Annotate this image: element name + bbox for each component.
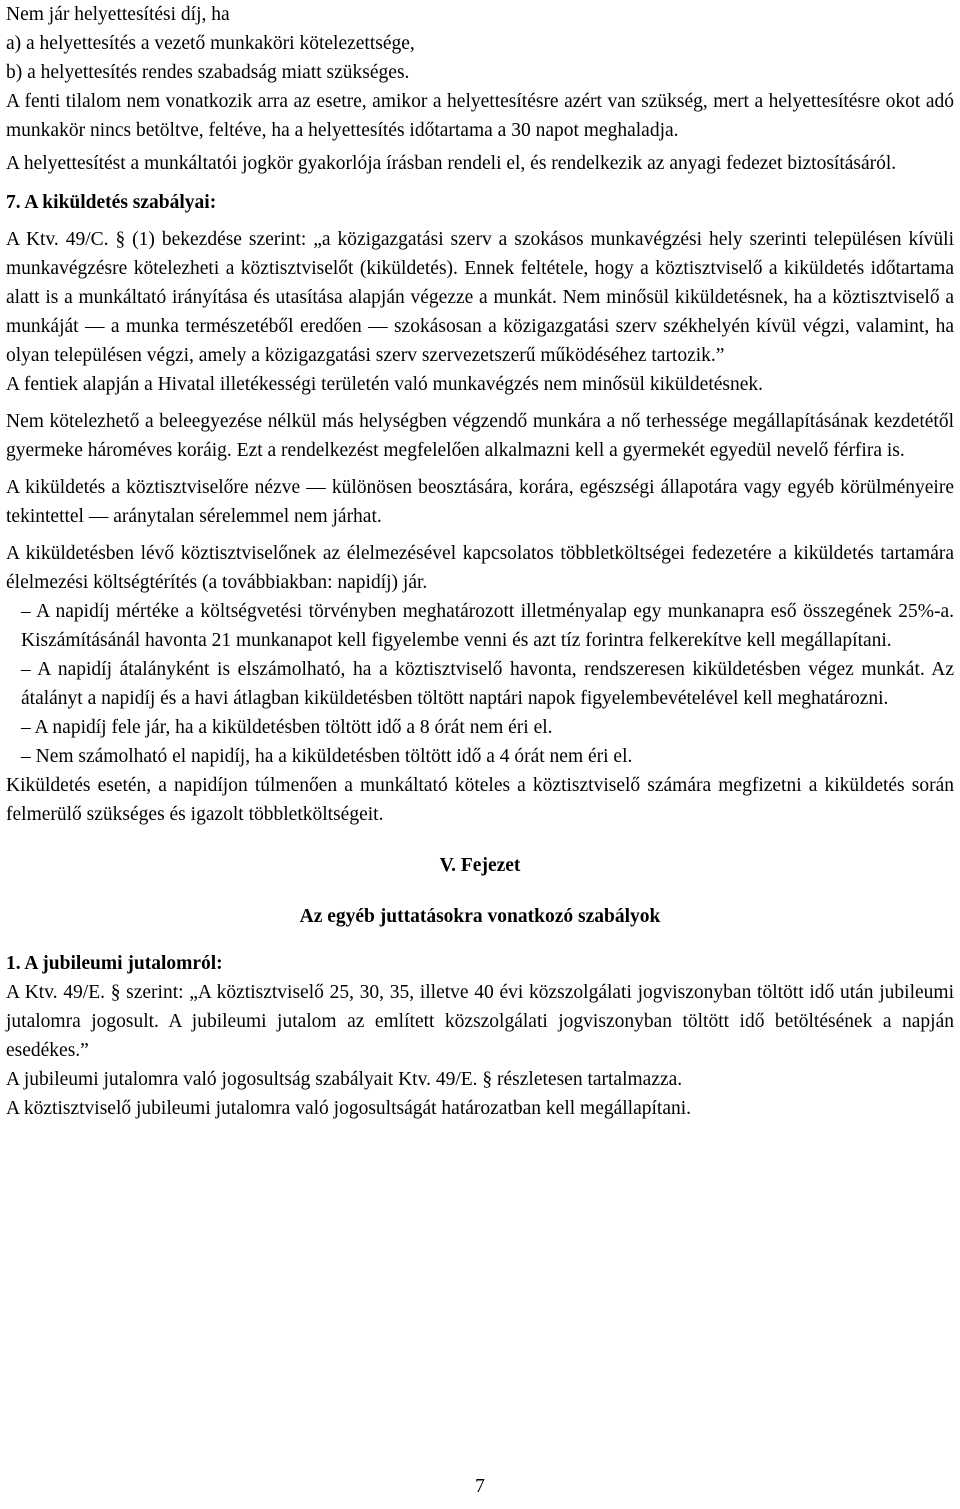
section-7-paragraph-4: A kiküldetés a köztisztviselőre nézve — különösen beosztására, korára, egészségi állapotára vagy egyéb körülményeire tekintettel — aránytalan sérelemmel nem járhat.	[6, 477, 954, 527]
intro-line-1: Nem jár helyettesítési díj, ha	[6, 4, 230, 25]
section-7-paragraph-3: Nem kötelezhető a beleegyezése nélkül más helységben végzendő munkára a nő terhessége megállapításának kezdetétől gyermeke hároméves koráig. Ezt a rendelkezést megfelelően alkalmazni kell a gyermekét egyedül nevelő férfira is.	[6, 411, 954, 461]
page-number: 7	[475, 1476, 485, 1497]
intro-exception-paragraph: A fenti tilalom nem vonatkozik arra az esetre, amikor a helyettesítésre azért van szükség, mert a helyettesítésre okot adó munkakör nincs betöltve, feltéve, ha a helyettesítés időtartama a 30 napot meghaladja.	[6, 91, 954, 141]
chapter-title: Az egyéb juttatásokra vonatkozó szabályok	[299, 906, 661, 927]
section-7-heading: 7. A kiküldetés szabályai:	[6, 192, 217, 213]
napidij-bullet-1: – A napidíj mértéke a költségvetési törvényben meghatározott illetményalap egy munkanapra eső összegének 25%-a. Kiszámításánál havonta 21 munkanapot kell figyelembe venni és azt tíz forintra felkerekítve kell megállapítani.	[21, 601, 954, 651]
section-1-paragraph-1: A Ktv. 49/E. § szerint: „A köztisztviselő 25, 30, 35, illetve 40 évi közszolgálati jogviszonyban töltött idő után jubileumi jutalomra jogosult. A jubileumi jutalom az említett közszolgálati jogviszonyban töltött idő betöltésének a napján esedékes.”	[6, 982, 954, 1061]
napidij-bullet-4: – Nem számolható el napidíj, ha a kiküldetésben töltött idő a 4 órát nem éri el.	[21, 746, 633, 767]
napidij-bullet-3: – A napidíj fele jár, ha a kiküldetésben töltött idő a 8 órát nem éri el.	[21, 717, 553, 738]
section-7-paragraph-1: A Ktv. 49/C. § (1) bekezdése szerint: „a közigazgatási szerv a szokásos munkavégzési hely szerinti településen kívüli munkavégzésre kötelezheti a köztisztviselőt (kiküldetés). Ennek feltétele, hogy a köztisztviselő a kiküldetés időtartama alatt is a munkáltató irányítása és utasítása alapján végezze a munkát. Nem minősül kiküldetésnek, ha a köztisztviselő a munkáját — a munka természetéből eredően — szokásosan a közigazgatási szerv székhelyén kívül végzi, valamint, ha olyan településen végzi, amely a közigazgatási szerv szervezetszerű működéséhez tartozik.”	[6, 229, 954, 366]
section-1-heading: 1. A jubileumi jutalomról:	[6, 953, 223, 974]
intro-line-3: b) a helyettesítés rendes szabadság miatt szükséges.	[6, 62, 410, 83]
section-1-paragraph-2: A jubileumi jutalomra való jogosultság szabályait Ktv. 49/E. § részletesen tartalmazza.	[6, 1069, 683, 1090]
napidij-bullet-2: – A napidíj átalányként is elszámolható, ha a köztisztviselő havonta, rendszeresen kiküldetésben végez munkát. Az átalányt a napidíj és a havi átlagban kiküldetésben töltött naptári napok figyelembevételével kell meghatározni.	[21, 659, 954, 709]
intro-line-2: a) a helyettesítés a vezető munkaköri kötelezettsége,	[6, 33, 415, 54]
section-1-paragraph-3: A köztisztviselő jubileumi jutalomra való jogosultságát határozatban kell megállapítani.	[6, 1098, 692, 1119]
chapter-label: V. Fejezet	[439, 855, 521, 876]
section-7-paragraph-6: Kiküldetés esetén, a napidíjon túlmenően a munkáltató köteles a köztisztviselő számára megfizetni a kiküldetés során felmerülő szükséges és igazolt többletköltségeit.	[6, 775, 954, 825]
section-7-paragraph-2: A fentiek alapján a Hivatal illetékességi területén való munkavégzés nem minősül kiküldetésnek.	[6, 374, 764, 395]
intro-order-paragraph: A helyettesítést a munkáltatói jogkör gyakorlója írásban rendeli el, és rendelkezik az anyagi fedezet biztosításáról.	[6, 153, 897, 174]
section-7-paragraph-5: A kiküldetésben lévő köztisztviselőnek az élelmezésével kapcsolatos többletköltségei fedezetére a kiküldetés tartamára élelmezési költségtérítés (a továbbiakban: napidíj) jár.	[6, 543, 954, 593]
